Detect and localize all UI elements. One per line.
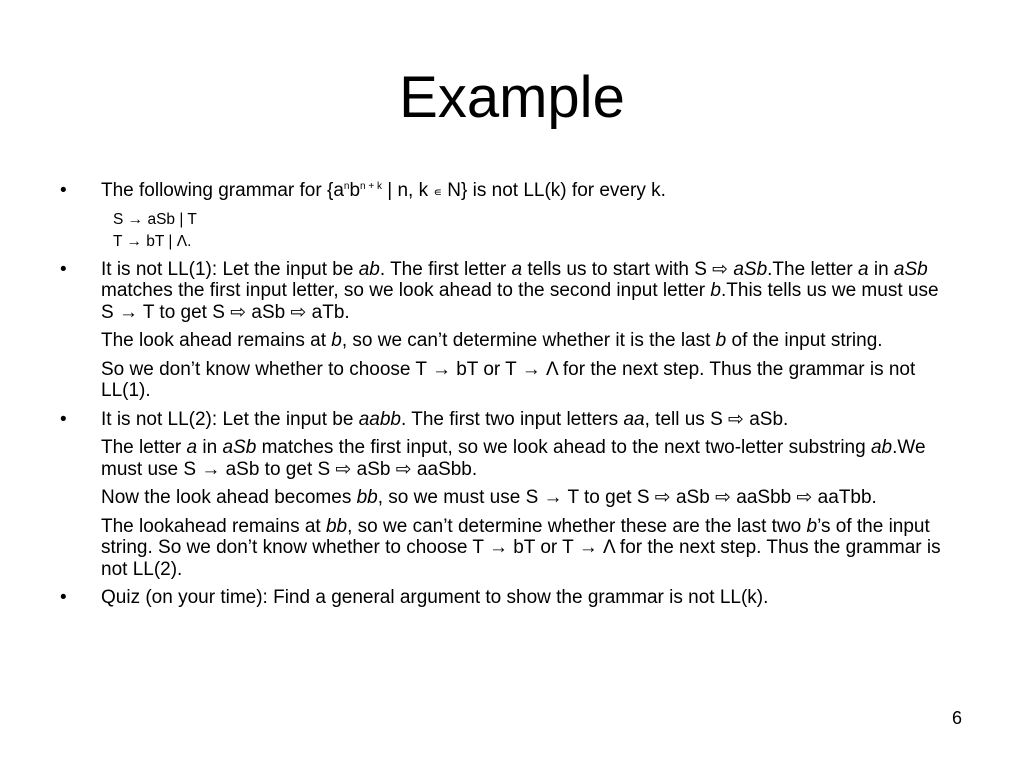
text: matches the first input letter, so we look ahead to the second input letter bbox=[101, 280, 711, 301]
text: , so we can’t determine whether it is the last bbox=[341, 330, 716, 351]
italic-text: a bbox=[511, 258, 523, 280]
text: , so we must use S → T to get S ⇨ aSb ⇨ aaSbb ⇨ aaTbb. bbox=[377, 487, 877, 508]
italic-text: ab bbox=[870, 437, 893, 458]
bullet-not-ll1 bbox=[0, 259, 1024, 324]
text: N} is not LL(k) for every k. bbox=[442, 180, 666, 201]
text: . The first letter bbox=[379, 258, 512, 280]
text: in bbox=[868, 258, 894, 280]
ll2-lookahead-paragraph bbox=[0, 487, 1024, 509]
italic-text: a bbox=[857, 258, 869, 280]
bullet-not-ll2 bbox=[0, 409, 1024, 431]
text: The look ahead remains at bbox=[101, 330, 332, 351]
text: ’s of the input string. So we don’t know whether to choose T → bT or T → Λ for the next step. Thus the grammar is not LL(2). bbox=[101, 515, 941, 580]
text: It is not LL(1): Let the input be bbox=[101, 258, 359, 280]
bullet-marker: • bbox=[60, 180, 67, 201]
italic-text: b bbox=[806, 515, 818, 537]
text: .This tells us we must use S → T to get S ⇨ aSb ⇨ aTb. bbox=[101, 280, 939, 323]
text: Now the look ahead becomes bbox=[101, 487, 357, 508]
text: .We must use S → aSb to get S ⇨ aSb ⇨ aaSbb. bbox=[101, 437, 926, 480]
italic-text: bb bbox=[356, 487, 378, 508]
text: The following grammar for {a bbox=[101, 180, 344, 201]
italic-text: aSb bbox=[222, 437, 257, 458]
italic-text: aa bbox=[623, 408, 645, 430]
italic-text: aSb bbox=[733, 258, 768, 280]
text: .The letter bbox=[767, 258, 858, 280]
text: in bbox=[197, 437, 223, 458]
ll1-conclusion-paragraph: So we don’t know whether to choose T → bT or T → Λ for the next step. Thus the grammar is not LL(1). bbox=[101, 358, 916, 401]
italic-text: b bbox=[710, 280, 721, 301]
text: b bbox=[349, 180, 361, 201]
italic-text: b bbox=[331, 330, 342, 351]
text: It is not LL(2): Let the input be bbox=[101, 408, 359, 430]
superscript: n + k bbox=[360, 181, 382, 192]
bullet-grammar bbox=[0, 180, 1024, 204]
italic-text: bb bbox=[325, 515, 348, 537]
text: , tell us S ⇨ aSb. bbox=[644, 408, 789, 430]
quiz-text: Quiz (on your time): Find a general argument to show the grammar is not LL(k). bbox=[101, 587, 769, 608]
ll2-conclusion-paragraph bbox=[0, 516, 1024, 581]
grammar-rule-s: S → aSb | T bbox=[113, 210, 197, 228]
text: The lookahead remains at bbox=[101, 515, 326, 537]
slide-title: Example bbox=[399, 65, 625, 130]
italic-text: a bbox=[186, 437, 198, 458]
ll2-letter-paragraph bbox=[0, 437, 1024, 480]
page-number: 6 bbox=[951, 708, 962, 728]
italic-text: aSb bbox=[893, 258, 928, 280]
element-of-symbol: ∊ bbox=[433, 185, 443, 199]
superscript: n bbox=[343, 181, 350, 192]
bullet-marker: • bbox=[60, 408, 67, 430]
italic-text: ab bbox=[358, 258, 380, 280]
text: | n, k bbox=[382, 180, 434, 201]
slide-body bbox=[0, 180, 1024, 616]
ll1-lookahead-paragraph bbox=[0, 330, 1024, 352]
italic-text: b bbox=[715, 330, 727, 351]
bullet-quiz bbox=[0, 587, 1024, 609]
text: tells us to start with S ⇨ bbox=[522, 258, 734, 280]
grammar-rule-t: T → bT | Λ. bbox=[113, 232, 192, 250]
grammar-rules bbox=[0, 209, 1024, 253]
text: , so we can’t determine whether these are the last two bbox=[347, 515, 807, 537]
text: . The first two input letters bbox=[401, 408, 624, 430]
text: of the input string. bbox=[726, 330, 883, 351]
text: matches the first input, so we look ahead to the next two-letter substring bbox=[256, 437, 871, 458]
text: The letter bbox=[101, 437, 187, 458]
italic-text: aabb bbox=[358, 408, 401, 430]
bullet-marker: • bbox=[60, 258, 67, 280]
bullet-marker: • bbox=[60, 587, 67, 608]
